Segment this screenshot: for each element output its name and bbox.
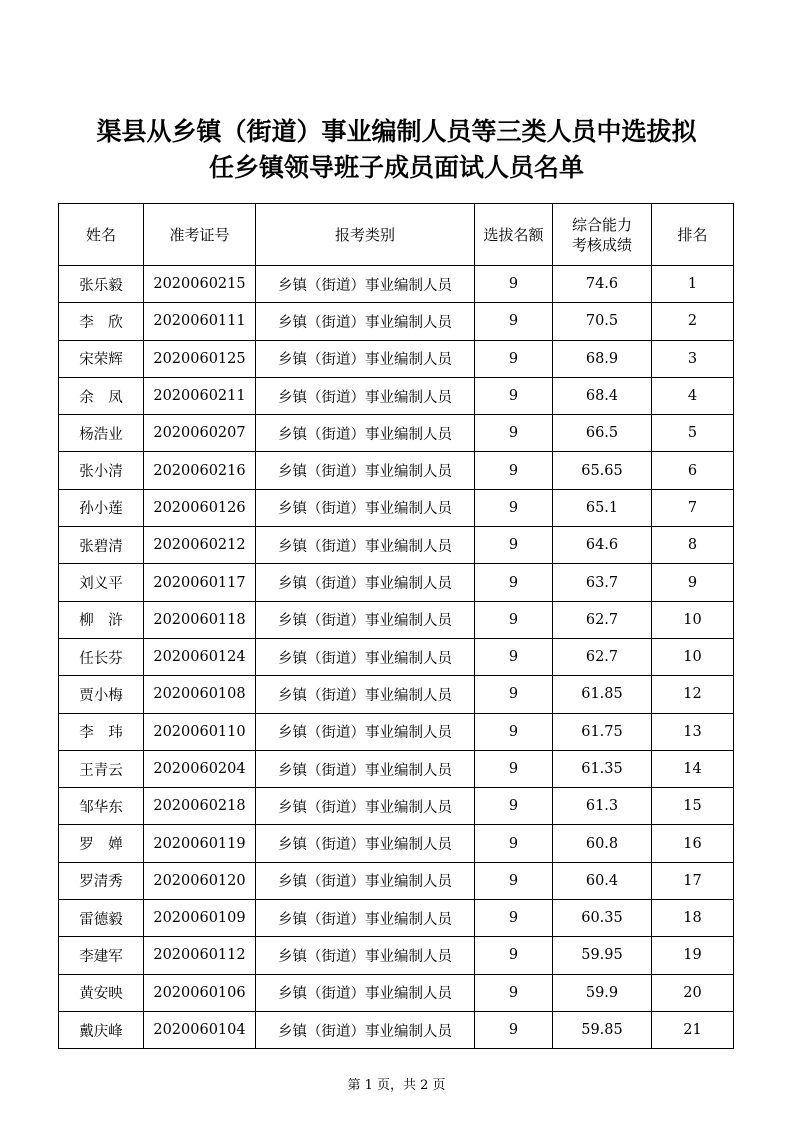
cell-rank: 10	[652, 638, 734, 675]
cell-quota: 9	[475, 788, 553, 825]
header-name: 姓名	[59, 204, 144, 266]
cell-score: 62.7	[553, 638, 652, 675]
table-row	[59, 825, 734, 862]
cell-category: 乡镇（街道）事业编制人员	[256, 527, 475, 564]
cell-name: 王青云	[59, 750, 144, 787]
cell-rank: 7	[652, 489, 734, 526]
cell-rank: 12	[652, 676, 734, 713]
cell-name: 罗清秀	[59, 862, 144, 899]
cell-exam-id: 2020060218	[144, 788, 256, 825]
page-title-line-1: 渠县从乡镇（街道）事业编制人员等三类人员中选拔拟	[96, 117, 697, 146]
table-row	[59, 489, 734, 526]
cell-score: 62.7	[553, 601, 652, 638]
table-header-row	[59, 204, 734, 266]
cell-exam-id: 2020060126	[144, 489, 256, 526]
cell-name: 黄安映	[59, 974, 144, 1011]
cell-exam-id: 2020060119	[144, 825, 256, 862]
page-title	[0, 114, 793, 186]
table-row	[59, 900, 734, 937]
cell-name: 任长芬	[59, 638, 144, 675]
cell-category: 乡镇（街道）事业编制人员	[256, 638, 475, 675]
cell-rank: 14	[652, 750, 734, 787]
cell-rank: 10	[652, 601, 734, 638]
cell-category: 乡镇（街道）事业编制人员	[256, 489, 475, 526]
cell-rank: 8	[652, 527, 734, 564]
header-score-line-2: 考核成绩	[571, 235, 632, 254]
header-category: 报考类别	[256, 204, 475, 266]
cell-score: 61.75	[553, 713, 652, 750]
cell-category: 乡镇（街道）事业编制人员	[256, 303, 475, 340]
cell-quota: 9	[475, 937, 553, 974]
table-row	[59, 676, 734, 713]
cell-rank: 1	[652, 266, 734, 303]
cell-exam-id: 2020060125	[144, 340, 256, 377]
cell-score: 74.6	[553, 266, 652, 303]
cell-exam-id: 2020060120	[144, 862, 256, 899]
cell-exam-id: 2020060111	[144, 303, 256, 340]
cell-category: 乡镇（街道）事业编制人员	[256, 452, 475, 489]
cell-exam-id: 2020060216	[144, 452, 256, 489]
cell-rank: 17	[652, 862, 734, 899]
cell-score: 59.95	[553, 937, 652, 974]
table-row	[59, 527, 734, 564]
cell-rank: 6	[652, 452, 734, 489]
header-score	[553, 204, 652, 266]
cell-category: 乡镇（街道）事业编制人员	[256, 415, 475, 452]
cell-quota: 9	[475, 303, 553, 340]
cell-score: 59.85	[553, 1011, 652, 1048]
cell-score: 61.3	[553, 788, 652, 825]
cell-quota: 9	[475, 601, 553, 638]
cell-rank: 21	[652, 1011, 734, 1048]
cell-category: 乡镇（街道）事业编制人员	[256, 937, 475, 974]
table-row	[59, 974, 734, 1011]
cell-name: 刘义平	[59, 564, 144, 601]
cell-category: 乡镇（街道）事业编制人员	[256, 340, 475, 377]
cell-category: 乡镇（街道）事业编制人员	[256, 825, 475, 862]
cell-name: 张小清	[59, 452, 144, 489]
cell-quota: 9	[475, 713, 553, 750]
cell-exam-id: 2020060117	[144, 564, 256, 601]
table-row	[59, 788, 734, 825]
cell-score: 63.7	[553, 564, 652, 601]
cell-score: 65.65	[553, 452, 652, 489]
cell-name: 张碧清	[59, 527, 144, 564]
table-row	[59, 415, 734, 452]
cell-category: 乡镇（街道）事业编制人员	[256, 266, 475, 303]
header-score-line-1: 综合能力	[571, 215, 632, 234]
table-row	[59, 452, 734, 489]
cell-exam-id: 2020060106	[144, 974, 256, 1011]
cell-name: 宋荣辉	[59, 340, 144, 377]
cell-name: 李 欣	[59, 303, 144, 340]
cell-score: 64.6	[553, 527, 652, 564]
cell-rank: 2	[652, 303, 734, 340]
cell-exam-id: 2020060110	[144, 713, 256, 750]
cell-exam-id: 2020060204	[144, 750, 256, 787]
cell-exam-id: 2020060104	[144, 1011, 256, 1048]
table-row	[59, 266, 734, 303]
cell-quota: 9	[475, 415, 553, 452]
cell-score: 68.4	[553, 377, 652, 414]
table-row	[59, 340, 734, 377]
cell-exam-id: 2020060211	[144, 377, 256, 414]
cell-rank: 3	[652, 340, 734, 377]
table-row	[59, 862, 734, 899]
cell-category: 乡镇（街道）事业编制人员	[256, 788, 475, 825]
page-title-line-2: 任乡镇领导班子成员面试人员名单	[208, 153, 584, 182]
table-row	[59, 601, 734, 638]
cell-quota: 9	[475, 527, 553, 564]
cell-category: 乡镇（街道）事业编制人员	[256, 713, 475, 750]
cell-rank: 13	[652, 713, 734, 750]
cell-quota: 9	[475, 974, 553, 1011]
cell-score: 60.35	[553, 900, 652, 937]
cell-exam-id: 2020060118	[144, 601, 256, 638]
candidate-table	[58, 203, 734, 1049]
header-quota: 选拔名额	[475, 204, 553, 266]
cell-rank: 16	[652, 825, 734, 862]
cell-exam-id: 2020060109	[144, 900, 256, 937]
table-row	[59, 750, 734, 787]
cell-exam-id: 2020060108	[144, 676, 256, 713]
cell-quota: 9	[475, 862, 553, 899]
cell-score: 70.5	[553, 303, 652, 340]
cell-rank: 18	[652, 900, 734, 937]
cell-score: 60.4	[553, 862, 652, 899]
cell-quota: 9	[475, 750, 553, 787]
table-row	[59, 564, 734, 601]
cell-name: 孙小莲	[59, 489, 144, 526]
cell-quota: 9	[475, 452, 553, 489]
cell-name: 罗 婵	[59, 825, 144, 862]
cell-category: 乡镇（街道）事业编制人员	[256, 601, 475, 638]
cell-rank: 5	[652, 415, 734, 452]
table-row	[59, 1011, 734, 1048]
cell-name: 贾小梅	[59, 676, 144, 713]
cell-category: 乡镇（街道）事业编制人员	[256, 862, 475, 899]
cell-rank: 20	[652, 974, 734, 1011]
header-rank: 排名	[652, 204, 734, 266]
cell-rank: 19	[652, 937, 734, 974]
cell-category: 乡镇（街道）事业编制人员	[256, 676, 475, 713]
cell-name: 李建军	[59, 937, 144, 974]
cell-exam-id: 2020060207	[144, 415, 256, 452]
cell-score: 61.35	[553, 750, 652, 787]
cell-quota: 9	[475, 825, 553, 862]
cell-category: 乡镇（街道）事业编制人员	[256, 900, 475, 937]
cell-score: 66.5	[553, 415, 652, 452]
cell-score: 65.1	[553, 489, 652, 526]
cell-category: 乡镇（街道）事业编制人员	[256, 750, 475, 787]
cell-exam-id: 2020060124	[144, 638, 256, 675]
cell-name: 柳 浒	[59, 601, 144, 638]
table-row	[59, 377, 734, 414]
cell-exam-id: 2020060212	[144, 527, 256, 564]
table-row	[59, 638, 734, 675]
cell-name: 杨浩业	[59, 415, 144, 452]
cell-score: 68.9	[553, 340, 652, 377]
cell-rank: 9	[652, 564, 734, 601]
table-row	[59, 937, 734, 974]
cell-score: 60.8	[553, 825, 652, 862]
header-exam-id: 准考证号	[144, 204, 256, 266]
cell-score: 61.85	[553, 676, 652, 713]
cell-quota: 9	[475, 340, 553, 377]
cell-category: 乡镇（街道）事业编制人员	[256, 564, 475, 601]
cell-name: 邹华东	[59, 788, 144, 825]
cell-exam-id: 2020060112	[144, 937, 256, 974]
table-row	[59, 713, 734, 750]
cell-quota: 9	[475, 377, 553, 414]
page-footer: 第 1 页，共 2 页	[347, 1078, 446, 1093]
cell-rank: 4	[652, 377, 734, 414]
cell-category: 乡镇（街道）事业编制人员	[256, 974, 475, 1011]
cell-quota: 9	[475, 489, 553, 526]
cell-rank: 15	[652, 788, 734, 825]
cell-quota: 9	[475, 676, 553, 713]
cell-name: 张乐毅	[59, 266, 144, 303]
table-row	[59, 303, 734, 340]
cell-category: 乡镇（街道）事业编制人员	[256, 377, 475, 414]
cell-name: 雷德毅	[59, 900, 144, 937]
cell-name: 李 玮	[59, 713, 144, 750]
cell-quota: 9	[475, 900, 553, 937]
cell-name: 戴庆峰	[59, 1011, 144, 1048]
cell-score: 59.9	[553, 974, 652, 1011]
cell-name: 余 凤	[59, 377, 144, 414]
cell-quota: 9	[475, 564, 553, 601]
cell-category: 乡镇（街道）事业编制人员	[256, 1011, 475, 1048]
cell-exam-id: 2020060215	[144, 266, 256, 303]
cell-quota: 9	[475, 266, 553, 303]
cell-quota: 9	[475, 1011, 553, 1048]
cell-quota: 9	[475, 638, 553, 675]
